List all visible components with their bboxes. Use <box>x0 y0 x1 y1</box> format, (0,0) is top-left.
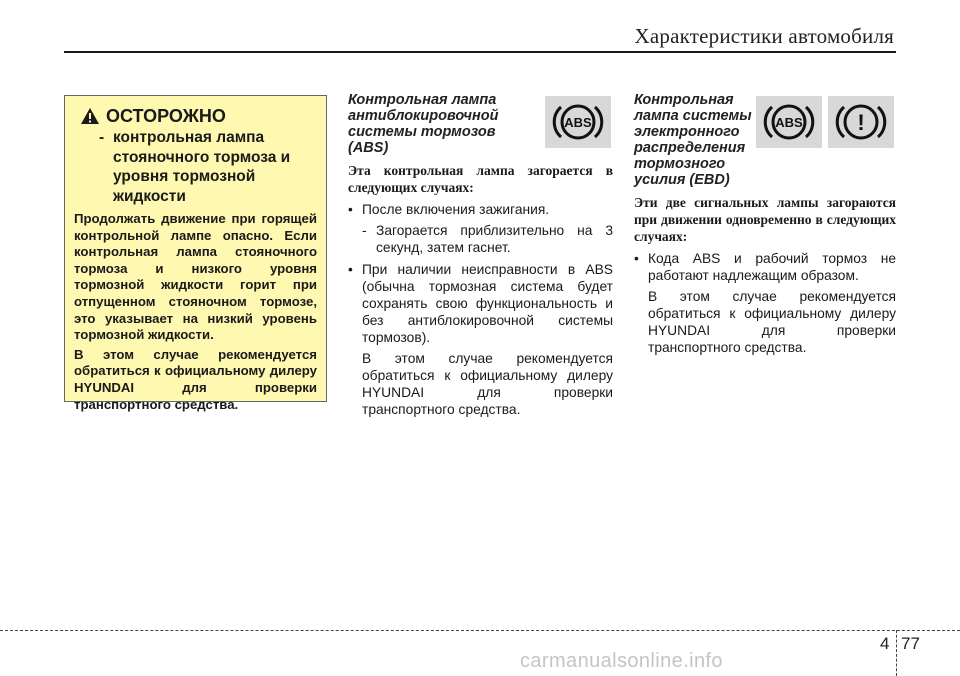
warning-subtitle <box>99 128 317 206</box>
abs-para-line-b: HYUNDAI для проверки <box>362 385 613 400</box>
ebd-para-line-c: транспортного средства. <box>648 340 807 355</box>
abs-para-line-c: транспортного средства. <box>362 402 521 417</box>
abs-bullet-2 <box>348 261 613 346</box>
abs-section-title: Контрольная лампа антиблокировочной системы тормозов (ABS) <box>348 92 499 156</box>
ebd-section-lead: Эти две сигнальных лампы загораются при движении одновременно в следующих случаях: <box>634 195 896 244</box>
ebd-bullet-1-para <box>648 288 896 356</box>
ebd-section <box>634 92 896 356</box>
abs-icon-label: ABS <box>564 115 592 130</box>
ebd-section-title: Контрольная лампа системы электронного распределения тормозного усилия (EBD) <box>634 92 752 188</box>
warning-box <box>64 95 327 412</box>
chapter-number: 4 <box>880 634 890 653</box>
abs-para-line-a: В этом случае рекомендуется обратиться к официальному дилеру <box>362 351 613 383</box>
ebd-bullet-1 <box>634 250 896 284</box>
warning-title: ОСТОРОЖНО <box>106 106 226 126</box>
header-rule <box>64 51 896 53</box>
abs-section <box>348 92 613 418</box>
abs-section-lead: Эта контрольная лампа загорается в следующих случаях: <box>348 163 613 195</box>
ebd-section-title-block <box>634 92 752 188</box>
bullet-marker: • <box>348 262 353 277</box>
abs-bullet-2-para <box>362 350 613 418</box>
abs-bullet-1-sub <box>362 222 613 256</box>
abs-bullet-1-sub-text: Загорается приблизительно на 3 секунд, затем гаснет. <box>376 223 613 255</box>
warning-triangle-icon <box>80 107 100 125</box>
abs-bullet-2-text: При наличии неисправности в ABS (обычна тормозная система будет сохранять свою функциональность и без антиблокировочной системы тормозов). <box>362 262 613 345</box>
ebd-para-line-b: HYUNDAI для проверки <box>648 323 896 338</box>
ebd-abs-icon-label: ABS <box>775 115 803 130</box>
dash-marker: - <box>99 129 105 146</box>
dash-marker: - <box>362 223 367 238</box>
warning-paragraph-1: Продолжать движение при горящей контрольной лампе опасно. Если контрольная лампа стояночного тормоза и низкого уровня тормозной жидкости горит при отпущенном стояночном тормозе, это указывает на низкий уровень тормозной жидкости. <box>74 211 317 343</box>
page-number: 77 <box>901 634 920 653</box>
bullet-marker: • <box>348 202 353 217</box>
footer-divider <box>896 630 897 676</box>
footer-rule <box>0 630 960 631</box>
abs-bullet-1-text: После включения зажигания. <box>362 202 550 217</box>
ebd-para-line-a: В этом случае рекомендуется обратиться к официальному дилеру <box>648 289 896 321</box>
warning-subtitle-text: контрольная лампа стояночного тормоза и уровня тормозной жидкости <box>113 129 291 205</box>
warning-heading <box>80 106 317 126</box>
page-header-title: Характеристики автомобиля <box>634 24 894 48</box>
ebd-brake-icon-label: ! <box>857 110 865 135</box>
bullet-marker: • <box>634 251 639 266</box>
watermark: carmanualsonline.info <box>520 650 723 672</box>
abs-bullet-1 <box>348 201 613 218</box>
warning-paragraph-2: В этом случае рекомендуется обратиться к официальному дилеру HYUNDAI для проверки транспортного средства. <box>74 346 317 412</box>
ebd-bullet-1-text: Кода ABS и рабочий тормоз не работают надлежащим образом. <box>648 251 896 283</box>
